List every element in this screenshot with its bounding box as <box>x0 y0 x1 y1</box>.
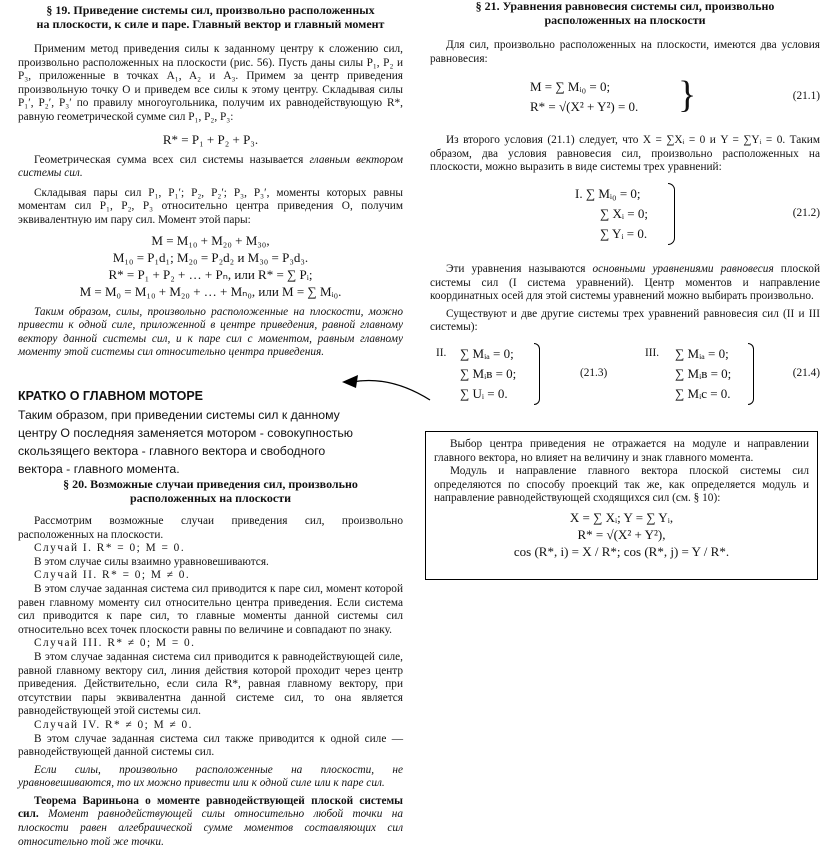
s19-equation-2: M = M₁₀ + M₂₀ + M₃₀, <box>151 232 270 248</box>
s21-paragraph-1: Для сил, произвольно расположенных на плоскости, имеются два условия равновесия: <box>430 39 820 65</box>
s19-equation-3: M₁₀ = P₁d₁; M₂₀ = P₂d₂ и M₃₀ = P₃d₃. <box>112 249 309 265</box>
box-paragraph-1: Выбор центра приведения не отражается на модуле и направлении главного вектора, но влияет на величину и знак главного момента. <box>434 438 809 464</box>
brace-icon: } <box>678 74 697 117</box>
brace-icon <box>668 183 675 245</box>
box-paragraph-2: Модуль и направление главного вектора плоской системы сил определяются по способу проекций так же, как определяется модуль и направление равнодействующей сходящихся сил (см. § 10): <box>434 465 809 505</box>
s19-paragraph-2: Геометрическая сумма всех сил системы называется главным вектором системы сил. <box>18 153 404 180</box>
case-4: Случай IV. R* ≠ 0; M ≠ 0. <box>34 718 194 731</box>
equations-21-3-21-4: II. ∑ Mᵢₐ = 0; ∑ Mᵢʙ = 0; ∑ Uᵢ = 0. (21.3) III. ∑ Mᵢₐ = 0; ∑ Mᵢʙ = 0; ∑ Mᵢc = 0. (21.4) <box>430 343 820 409</box>
section-20-title: § 20. Возможные случаи приведения сил, произвольно расположенных на плоскости <box>63 477 358 505</box>
note-line-4: вектора - главного момента. <box>18 462 180 476</box>
case-4-text: В этом случае заданная система сил также приводится к одной силе — равнодействующей данной системы сил. <box>18 732 403 759</box>
section-21-title: § 21. Уравнения равновесия системы сил, произвольно расположенных на плоскости <box>475 0 775 27</box>
case-2-text: В этом случае заданная система сил приводится к паре сил, момент которой равен главному моменту сил относительно центра приведения. Если система сил приводится к паре сил, то главные моменты данной системы сил относительно всех точек плоскости равны по величине и совпадают по знаку. <box>18 582 403 636</box>
box-formula-1: X = ∑ Xᵢ; Y = ∑ Yᵢ, <box>569 509 674 525</box>
case-1: Случай I. R* = 0; M = 0. <box>34 542 186 555</box>
s19-equation-4: R* = P₁ + P₂ + … + Pₙ, или R* = ∑ Pᵢ; <box>108 266 313 282</box>
s19-paragraph-4: Таким образом, силы, произвольно расположенные на плоскости, можно привести к одной силе, приложенной в центре приведения, равной главному вектору данной системы сил, и к паре сил с моментом, равным главному моменту этой системы сил относительно центра приведения. <box>18 305 403 359</box>
varignon-theorem: Теорема Вариньона о моменте равнодействующей плоской системы сил. Момент равнодействующей силы относительно любой точки на плоскости равен алгебраической сумме моментов составляющих сил относительно той же точки. <box>18 794 403 848</box>
s19-paragraph-1: Применим метод приведения силы к заданному центру к сложению сил, произвольно расположенных на плоскости (рис. 56). Пусть даны силы P₁, P₂ и P₃, приложенные в точках A₁, A₂ и A₃. Примем за центр приведения произвольную точку O и приведем все силы к этому центру. Складывая силы P₁′, P₂′, P₃′ по правилу многоугольника, получим их равнодействующую R*, равную геометрической сумме сил P₁, P₂, P₃: <box>18 43 403 123</box>
section-19 <box>18 4 403 360</box>
s20-paragraph-2: Если силы, произвольно расположенные на плоскости, не уравновешиваются, то их можно привести или к одной силе или к паре сил. <box>18 763 403 790</box>
section-20 <box>18 478 403 849</box>
note-line-1: Таким образом, при приведении системы сил к данному <box>18 408 340 422</box>
note-title: КРАТКО О ГЛАВНОМ МОТОРЕ <box>18 389 204 403</box>
case-3-text: В этом случае заданная система сил приводится к равнодействующей силе, равной главному вектору сил, линия действия которой проходит через центр приведения. Действительно, если сила R*, равная главному вектору, при отсутствии пары эквивалентна данной системе сил, то она является равнодействующей этой системы сил. <box>18 650 403 718</box>
s19-equation-5: M = M₀ = M₁₀ + M₂₀ + … + Mₙ₀, или M = ∑ Mᵢ₀. <box>79 283 342 299</box>
section-21 <box>430 0 820 409</box>
equation-21-1: M = ∑ Mᵢ₀ = 0; R* = √(X² + Y²) = 0. } (21.1) <box>530 74 820 117</box>
note-line-2: центру О последняя заменяется мотором - совокупностью <box>18 426 354 440</box>
equation-21-2: I. ∑ Mᵢ₀ = 0; ∑ Xᵢ = 0; ∑ Yᵢ = 0. (21.2) <box>430 183 820 249</box>
note-line-3: скользящего вектора - главного вектора и свободного <box>18 444 326 458</box>
s19-equation-1: R* = P₁ + P₂ + P₃. <box>162 131 259 147</box>
s19-paragraph-3: Складывая пары сил P₁, P₁′; P₂, P₂′; P₃, P₃′, моменты которых равны моментам сил P₁, P₂, P₃ относительно центра приведения O, получим эквивалентную им пару сил. Момент этой пары: <box>18 186 403 226</box>
s20-paragraph-1: Рассмотрим возможные случаи приведения сил, произвольно расположенных на плоскости. <box>18 515 403 541</box>
s21-paragraph-2: Из второго условия (21.1) следует, что X = ∑Xᵢ = 0 и Y = ∑Yᵢ = 0. Таким образом, два условия равновесия сил, произвольно расположенных на плоскости, можно выразить в виде системы трех уравнений: <box>430 134 820 174</box>
s21-paragraph-3: Эти уравнения называются основными уравнениями равновесия плоской системы сил (I система уравнений). Центр моментов и направление координатных осей для этой системы уравнений можно выбирать произвольно. <box>430 262 821 303</box>
case-2: Случай II. R* = 0; M ≠ 0. <box>34 569 191 582</box>
case-1-text: В этом случае силы взаимно уравновешиваются. <box>34 555 269 568</box>
brace-icon <box>748 343 754 405</box>
case-3: Случай III. R* ≠ 0; M = 0. <box>34 637 196 650</box>
s21-paragraph-4: Существуют и две другие системы трех уравнений равновесия сил (II и III системы): <box>430 307 820 334</box>
center-of-reduction-box <box>425 431 818 580</box>
box-formula-3: cos (R*, i) = X / R*; cos (R*, j) = Y / R*. <box>513 543 730 559</box>
pointer-arrow-icon <box>330 355 440 405</box>
box-formula-2: R* = √(X² + Y²), <box>577 526 666 542</box>
section-19-title: § 19. Приведение системы сил, произвольно расположенных на плоскости, к силе и паре. Главный вектор и главный момент <box>36 3 385 31</box>
brace-icon <box>534 343 540 405</box>
